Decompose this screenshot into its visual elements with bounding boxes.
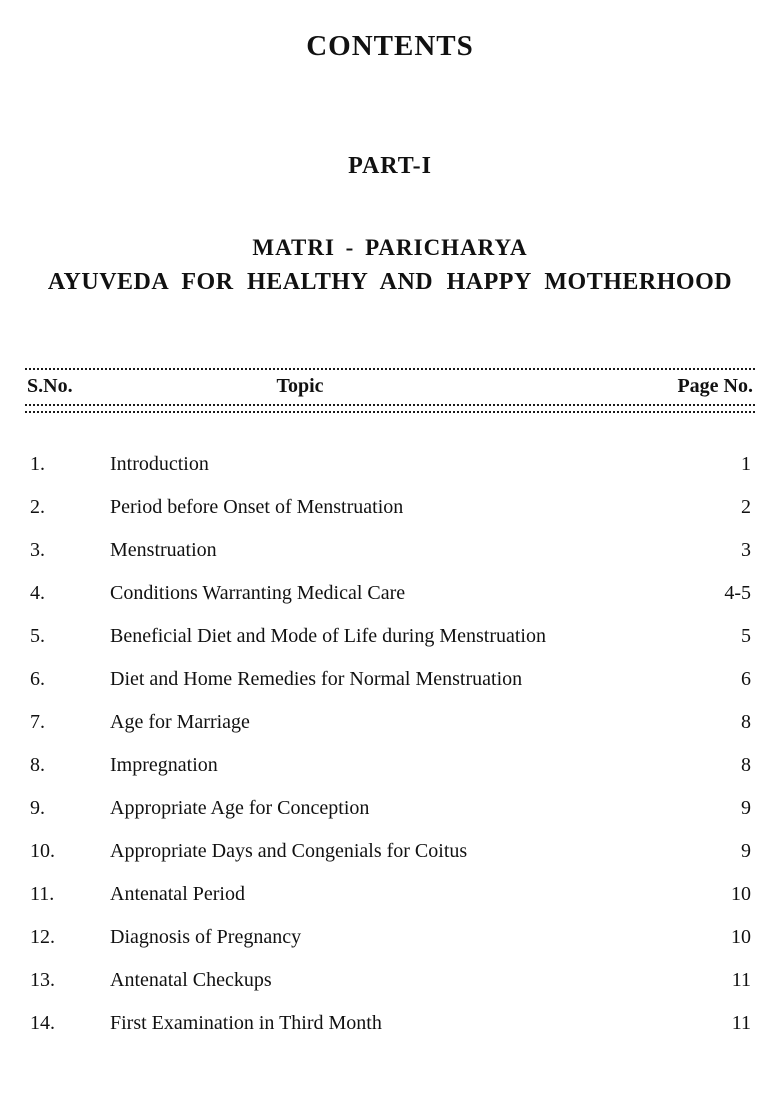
table-row — [25, 1012, 755, 1055]
table-row — [25, 496, 755, 539]
row-page-number: 9 — [741, 797, 751, 819]
row-page-number: 8 — [741, 754, 751, 776]
row-page-number: 11 — [731, 969, 751, 991]
row-serial-number: 5. — [30, 625, 45, 647]
row-topic: Period before Onset of Menstruation — [110, 496, 404, 518]
row-topic: Diagnosis of Pregnancy — [110, 926, 302, 948]
row-page-number: 3 — [741, 539, 751, 561]
book-subtitle-secondary: AYUVEDA FOR HEALTHY AND HAPPY MOTHERHOOD — [47, 269, 733, 295]
row-page-number: 2 — [741, 496, 751, 518]
table-row — [25, 840, 755, 883]
row-serial-number: 10. — [30, 840, 55, 862]
table-row — [25, 625, 755, 668]
table-row — [25, 539, 755, 582]
row-serial-number: 9. — [30, 797, 45, 819]
row-serial-number: 14. — [30, 1012, 55, 1034]
row-page-number: 5 — [741, 625, 751, 647]
table-of-contents — [25, 368, 755, 1055]
toc-header-row — [25, 370, 755, 404]
table-row — [25, 797, 755, 840]
table-row — [25, 969, 755, 1012]
row-topic: Age for Marriage — [110, 711, 250, 733]
table-row — [25, 926, 755, 969]
row-page-number: 11 — [731, 1012, 751, 1034]
toc-header-block — [25, 368, 755, 413]
table-row — [25, 883, 755, 926]
toc-rows — [25, 453, 755, 1055]
row-topic: Appropriate Age for Conception — [110, 797, 370, 819]
row-topic: Menstruation — [110, 539, 217, 561]
row-page-number: 9 — [741, 840, 751, 862]
row-page-number: 10 — [731, 926, 751, 948]
page-title: CONTENTS — [306, 30, 474, 62]
book-subtitle-primary: MATRI - PARICHARYA — [252, 235, 528, 260]
row-topic: Beneficial Diet and Mode of Life during Menstruation — [110, 625, 546, 647]
row-serial-number: 2. — [30, 496, 45, 518]
row-serial-number: 1. — [30, 453, 45, 475]
dotted-divider-bottom — [25, 404, 755, 413]
row-page-number: 4-5 — [724, 582, 751, 604]
row-serial-number: 3. — [30, 539, 45, 561]
row-serial-number: 12. — [30, 926, 55, 948]
row-serial-number: 11. — [30, 883, 55, 905]
row-topic: Diet and Home Remedies for Normal Menstruation — [110, 668, 523, 690]
table-row — [25, 754, 755, 797]
row-serial-number: 6. — [30, 668, 45, 690]
column-header-sno: S.No. — [27, 375, 73, 397]
part-heading: PART-I — [348, 153, 432, 179]
row-page-number: 6 — [741, 668, 751, 690]
table-row — [25, 668, 755, 711]
row-page-number: 1 — [741, 453, 751, 475]
row-serial-number: 4. — [30, 582, 45, 604]
column-header-page: Page No. — [677, 375, 753, 397]
column-header-topic: Topic — [276, 375, 324, 397]
row-topic: Introduction — [110, 453, 209, 475]
row-topic: Antenatal Period — [110, 883, 245, 905]
row-page-number: 8 — [741, 711, 751, 733]
row-page-number: 10 — [731, 883, 751, 905]
table-row — [25, 582, 755, 625]
row-topic: Impregnation — [110, 754, 218, 776]
row-serial-number: 8. — [30, 754, 45, 776]
row-topic: Appropriate Days and Congenials for Coitus — [110, 840, 468, 862]
row-serial-number: 13. — [30, 969, 55, 991]
row-topic: Antenatal Checkups — [110, 969, 272, 991]
row-topic: First Examination in Third Month — [110, 1012, 382, 1034]
table-row — [25, 711, 755, 754]
table-row — [25, 453, 755, 496]
row-serial-number: 7. — [30, 711, 45, 733]
row-topic: Conditions Warranting Medical Care — [110, 582, 406, 604]
